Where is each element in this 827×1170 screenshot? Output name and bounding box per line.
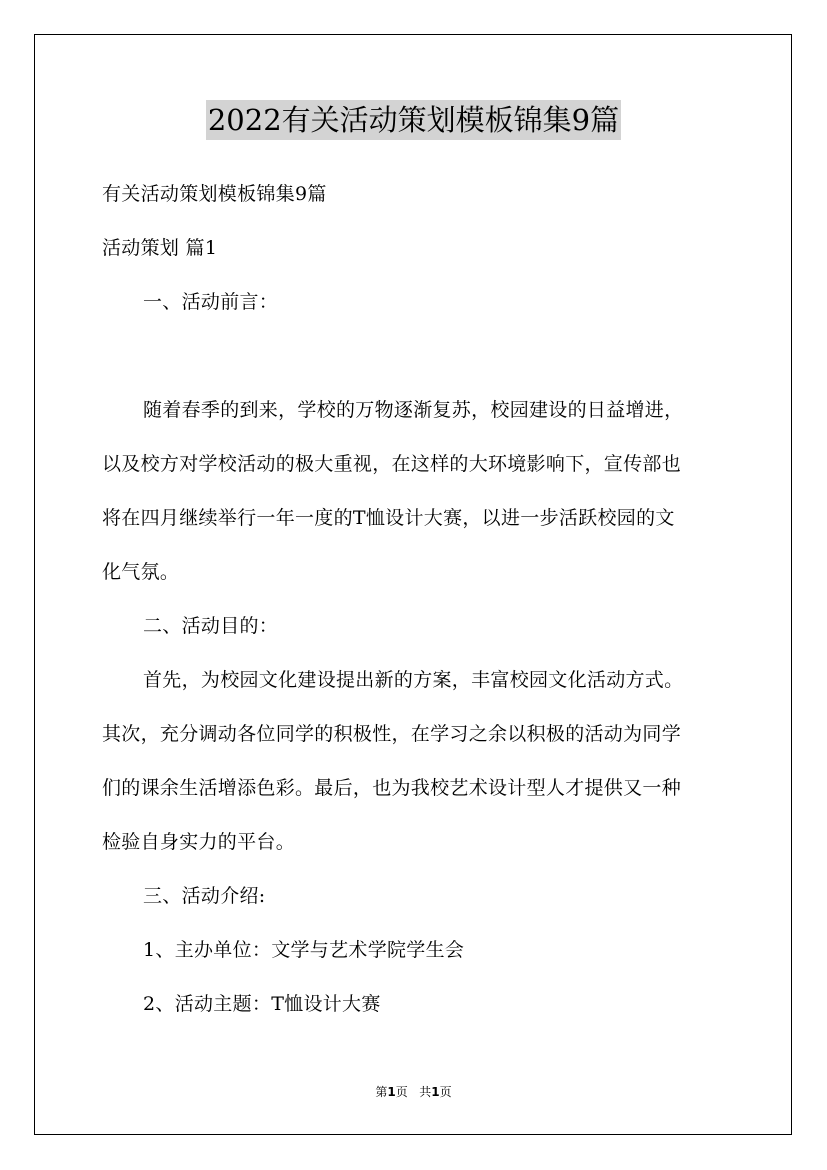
paragraph-line: 们的课余生活增添色彩。最后，也为我校艺术设计型人才提供又一种 [102, 777, 682, 799]
heading-purpose: 二、活动目的： [143, 615, 279, 637]
title-wrapper [0, 100, 827, 140]
page-number: 1 [387, 1085, 396, 1099]
document-subtitle: 有关活动策划模板锦集9篇 [102, 183, 327, 205]
heading-preface: 一、活动前言： [143, 291, 279, 313]
list-item-organizer: 1、主办单位：文学与艺术学院学生会 [143, 939, 465, 961]
paragraph-line: 其次，充分调动各位同学的积极性，在学习之余以积极的活动为同学 [102, 723, 682, 745]
paragraph-line: 化气氛。 [102, 561, 180, 583]
heading-introduction: 三、活动介绍: [143, 885, 266, 907]
paragraph-line: 检验自身实力的平台。 [102, 831, 296, 853]
page-label-mid: 页 [395, 1085, 408, 1099]
page-footer [0, 1083, 827, 1100]
paragraph-line: 随着春季的到来，学校的万物逐渐复苏，校园建设的日益增进， [143, 399, 684, 421]
section-heading: 活动策划 篇1 [102, 237, 218, 259]
paragraph-line: 将在四月继续举行一年一度的T恤设计大赛，以进一步活跃校园的文 [102, 507, 675, 529]
paragraph-line: 以及校方对学校活动的极大重视，在这样的大环境影响下，宣传部也 [102, 453, 682, 475]
paragraph-line: 首先，为校园文化建设提出新的方案，丰富校园文化活动方式。 [143, 669, 684, 691]
document-title: 2022有关活动策划模板锦集9篇 [206, 100, 621, 140]
total-label-prefix: 共 [419, 1085, 432, 1099]
total-label-suffix: 页 [439, 1085, 452, 1099]
total-pages: 1 [431, 1085, 440, 1099]
page-label-prefix: 第 [375, 1085, 388, 1099]
list-item-theme: 2、活动主题：T恤设计大赛 [143, 993, 381, 1015]
